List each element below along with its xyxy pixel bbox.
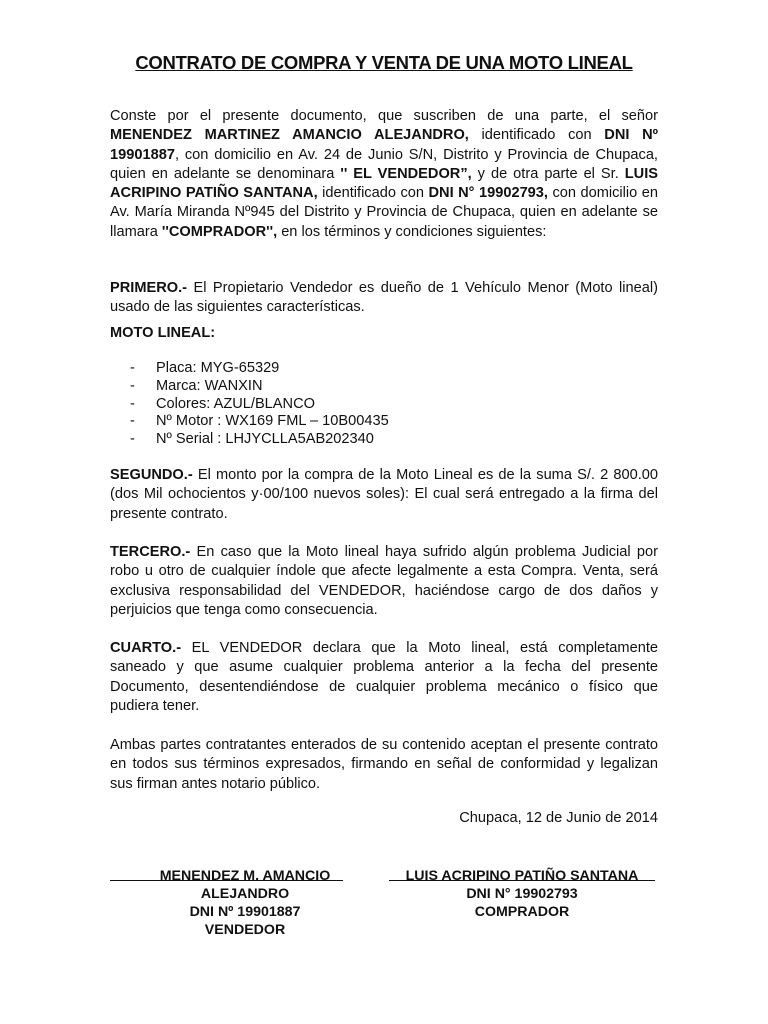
moto-serial-number: Nº Serial : LHJYCLLA5AB202340 <box>156 431 374 448</box>
clause-segundo <box>110 466 658 524</box>
moto-colors: Colores: AZUL/BLANCO <box>156 395 315 412</box>
moto-brand: Marca: WANXIN <box>156 377 263 394</box>
clause-cuarto-heading: CUARTO.- <box>110 640 182 656</box>
intro-text-6: con domicilio en Av. María Miranda Nº945 del Distrito y Provincia de Chupaca, quien en adelante se llamara <box>110 185 658 240</box>
intro-paragraph <box>110 107 658 242</box>
clause-primero <box>110 279 658 318</box>
place-and-date: Chupaca, 12 de Junio de 2014 <box>459 810 658 826</box>
clause-tercero <box>110 543 658 620</box>
list-item <box>130 431 389 449</box>
list-dash: - <box>130 413 135 430</box>
list-dash: - <box>130 431 135 448</box>
list-item <box>130 378 389 396</box>
seller-signature-dni: DNI Nº 19901887 <box>189 904 301 920</box>
intro-text-2: identificado con <box>468 127 605 144</box>
buyer-signature-block <box>389 867 655 921</box>
buyer-role: COMPRADOR <box>474 904 570 920</box>
buyer-full-name: LUIS ACRIPINO PATIÑO SANTANA, <box>110 165 658 202</box>
moto-lineal-label: MOTO LINEAL: <box>110 325 216 341</box>
buyer-dni: DNI N° 19902793, <box>428 185 548 202</box>
clause-cuarto-text: EL VENDEDOR declara que la Moto lineal, está completamente saneado y que asume cualquier problema anterior a la fecha del presente Documento, desentendiéndose de cualquier problema mecánico o físico que pudiera tener. <box>110 640 658 714</box>
clause-tercero-heading: TERCERO.- <box>110 544 191 560</box>
intro-text-1: Conste por el presente documento, que suscriben de una parte, el señor <box>110 108 658 124</box>
list-item <box>130 360 389 378</box>
seller-role: VENDEDOR <box>204 922 286 938</box>
moto-engine-number: Nº Motor : WX169 FML – 10B00435 <box>156 413 389 430</box>
list-item <box>130 396 389 414</box>
list-item <box>130 413 389 431</box>
buyer-designation: ''COMPRADOR'', <box>161 223 278 240</box>
clause-cuarto <box>110 639 658 716</box>
intro-text-7: en los términos y condiciones siguientes: <box>277 223 547 240</box>
list-dash: - <box>130 395 135 412</box>
buyer-signature-dni: DNI N° 19902793 <box>466 886 578 902</box>
buyer-name: LUIS ACRIPINO PATIÑO SANTANA <box>405 868 639 884</box>
seller-dni: DNI Nº 19901887 <box>110 127 658 163</box>
intro-text-5: identificado con <box>317 185 429 202</box>
list-dash: - <box>130 360 135 376</box>
seller-name-line1: MENENDEZ M. AMANCIO <box>159 868 331 884</box>
clause-segundo-text: El monto por la compra de la Moto Lineal es de la suma S/. 2 800.00 (dos Mil ochocientos y·00/100 nuevos soles): El cual será entregado a la firma del presente contrato. <box>110 467 658 522</box>
clause-tercero-text: En caso que la Moto lineal haya sufrido algún problema Judicial por robo u otro de cualquier índole que afecte legalmente a esta Compra. Venta, será exclusiva responsabilidad del VENDEDOR, haciéndose cargo de dos daños y perjuicios que tenga como consecuencia. <box>110 544 658 618</box>
clause-segundo-heading: SEGUNDO.- <box>110 467 193 483</box>
seller-signature-block <box>110 867 380 939</box>
document-title: CONTRATO DE COMPRA Y VENTA DE UNA MOTO LINEAL <box>135 52 633 73</box>
seller-designation: '' EL VENDEDOR”, <box>340 165 472 182</box>
seller-name-line2: ALEJANDRO <box>200 886 290 902</box>
list-dash: - <box>130 377 135 394</box>
moto-plate: Placa: MYG-65329 <box>156 360 280 376</box>
clause-primero-heading: PRIMERO.- <box>110 280 188 296</box>
moto-characteristics-list <box>130 360 389 449</box>
clause-primero-text: El Propietario Vendedor es dueño de 1 Vehículo Menor (Moto lineal) usado de las siguientes características. <box>110 280 658 316</box>
intro-text-3: , con domicilio en Av. 24 de Junio S/N, Distrito y Provincia de Chupaca, quien en adelante se denominara <box>110 146 658 182</box>
intro-text-4: y de otra parte el Sr. <box>471 165 625 182</box>
closing-paragraph: Ambas partes contratantes enterados de su contenido aceptan el presente contrato en todos sus términos expresados, firmando en señal de conformidad y legalizan sus firman antes notario público. <box>110 737 658 792</box>
seller-full-name: MENENDEZ MARTINEZ AMANCIO ALEJANDRO, <box>110 127 469 144</box>
